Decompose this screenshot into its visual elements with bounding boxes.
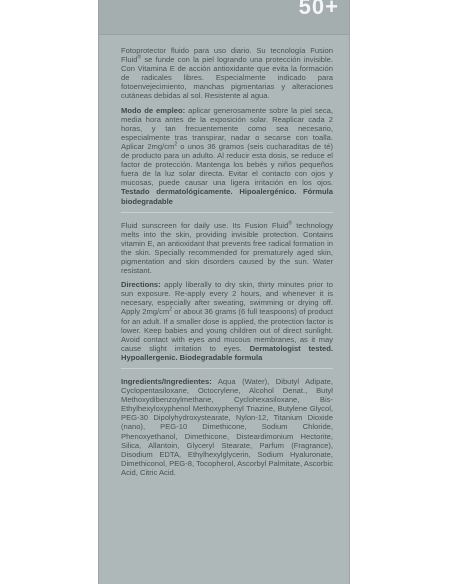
spanish-usage-heading: Modo de empleo: — [121, 105, 186, 115]
spanish-section — [121, 46, 333, 206]
spf-label: 50+ — [298, 0, 339, 19]
spanish-intro: Fotoprotector fluido para uso diario. Su tecnología Fusion Fluid® se funde con la piel logrando una protección invisible. Con Vitamina E de acción antioxidante que evita la formación de radicales libres. Especialmente indicado para fotoenvejecimiento, manchas pigmentarias y alteraciones cutáneas debidas al sol. Resistente al agua. — [121, 46, 333, 101]
ingredients-section — [121, 377, 333, 477]
english-section — [121, 221, 333, 362]
english-directions: Directions: apply liberally to dry skin, thirty minutes prior to sun exposure. Re-apply every 2 hours, and whenever it is necesary, especially after sweating, swimming or drying off. Apply $2mg/cm^2$ or about 36 grams (6 full teaspoons) of product for an adult. If a smaller dose is applied, the protection factor is lower. Keep babies and young children out of direct sunlight. Avoid contact with eyes and mucous membranes, as it may cause slight irritation to eyes. Dermatologist tested. Hypoallergenic. Biodegradable formula — [121, 280, 333, 362]
ingredients-heading: Ingredients/Ingredientes: — [121, 377, 212, 386]
english-directions-heading: Directions: — [121, 280, 161, 290]
package-top-band — [99, 0, 349, 35]
english-claims: Dermatologist tested. Hypoallergenic. Biodegradable formula — [121, 343, 333, 362]
spanish-claims: Testado dermatológicamente. Hipoalergénico. Fórmula biodegradable — [121, 187, 333, 206]
spanish-usage: Modo de empleo: aplicar generosamente sobre la piel seca, media hora antes de la exposición solar. Reaplicar cada 2 horas, y tan frecuentemente como sea necesario, especialmente tras transpirar, nadar o secarse con toalla. Aplicar $2mg/cm^2$ o unos 36 gramos (seis cucharaditas de té) de producto para un adulto. Al reducir esta dosis, se reduce el factor de protección. Mantenga los bebés y niños pequeños fuera de la luz solar directa. Evitar el contacto con ojos y mucosas, puede causar una ligera irritación en los ojos. Testado dermatológicamente. Hipoalergénico. Fórmula biodegradable — [121, 105, 333, 206]
label-text — [121, 46, 333, 483]
ingredients-list: Ingredients/Ingredientes: Aqua (Water), Dibutyl Adipate, Cyclopentasiloxane, Octocrylene, Alcohol Denat., Butyl Methoxydibenzoylmethane, Cyclohexasiloxane, Bis-Ethylhexyloxyphenol Methoxyphenyl Triazine, Butylene Glycol, PEG-30 Dipolyhydroxystearate, Nylon-12, Titanium Dioxide (nano), PEG-10 Dimethicone, Sodium Chloride, Phenoxyethanol, Dimethicone, Disteardimonium Hectorite, Silica, Allantoin, Glyceryl Stearate, Parfum (Fragrance), Disodium EDTA, Ethylhexylglycerin, Sodium Hyaluronate, Dimethiconol, PEG-8, Tocopherol, Ascorbyl Palmitate, Ascorbic Acid, Citric Acid. — [121, 377, 333, 477]
english-intro: Fluid sunscreen for daily use. Its Fusion Fluid® technology melts into the skin, providing invisible protection. Contains vitamin E, an antioxidant that prevents free radical formation in the skin. Specially recommended for prematurely aged skin, pigmentation and skin disorders caused by the sun. Water resistant. — [121, 220, 333, 276]
package-side-panel — [98, 0, 350, 584]
divider — [121, 212, 333, 213]
divider — [121, 368, 333, 369]
